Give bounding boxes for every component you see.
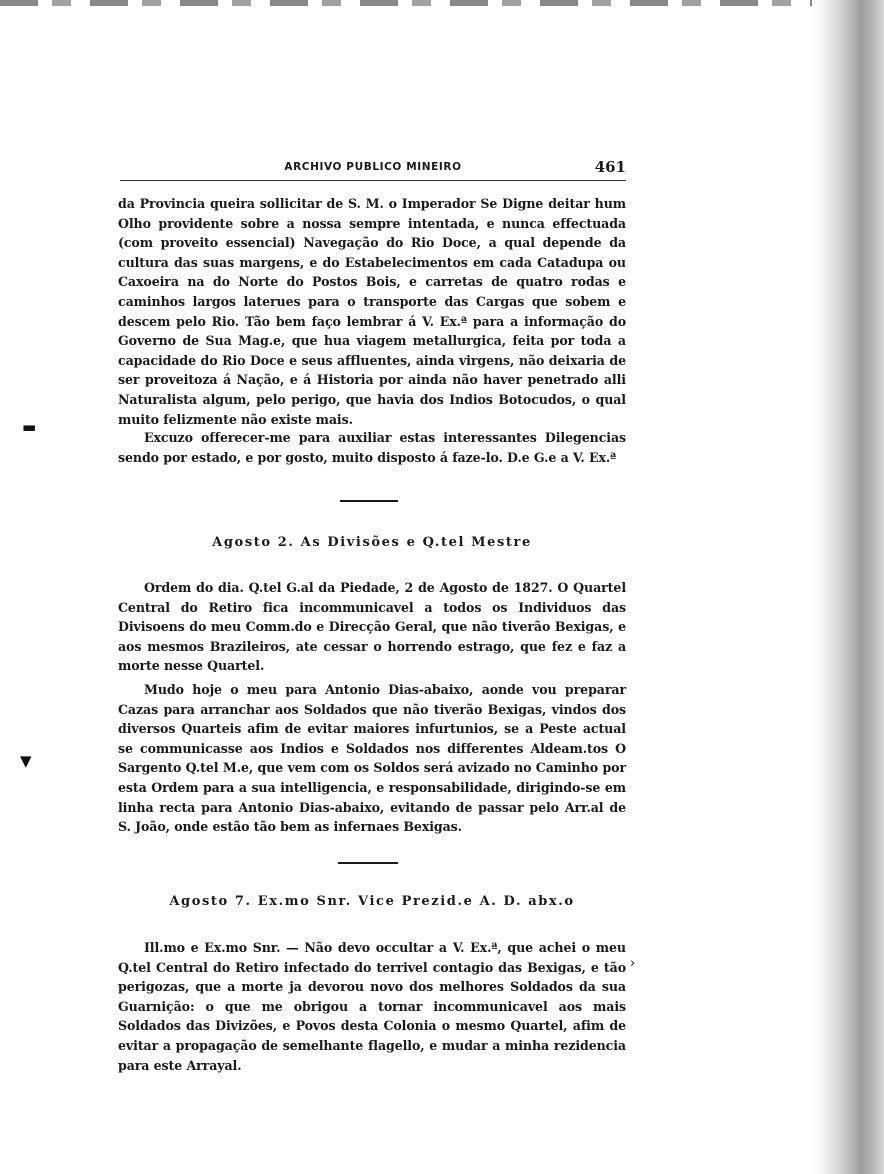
- book-spine-shadow: [812, 0, 884, 1174]
- paragraph: Excuzo offerecer-me para auxiliar estas interessantes Dilegencias sendo por estado, e por gosto, muito disposto á faze-lo. D.e G.e a V. Ex.ª: [118, 430, 626, 465]
- running-title: ARCHIVO PUBLICO MINEIRO: [284, 161, 462, 173]
- paragraph: da Provincia queira sollicitar de S. M. o Imperador Se Digne deitar hum Olho providente sobre a nossa sempre intentada, e nunca effectuada (com proveito essencial) Navegação do Rio Doce, a qual depende da cultura das suas margens, e do Estabelecimentos em cada Catadupa ou Caxoeira na do Norte do Postos Bois, e carretas de quatro rodas e caminhos largos laterues para o transporte das Cargas que sobem e descem pelo Rio. Tão bem faço lembrar á V. Ex.ª para a informação do Governo de Sua Mag.e, que hua viagem metallurgica, feita por toda a capacidade do Rio Doce e seus affluentes, ainda virgens, não deixaria de ser proveitoza á Nação, e á Historia por ainda não haver penetrado alli Naturalista algum, pelo perigo, que havia dos Indios Botocudos, o qual muito felizmente não existe mais.: [118, 196, 626, 427]
- running-header: [120, 158, 626, 181]
- paragraph: Mudo hoje o meu para Antonio Dias-abaixo, aonde vou preparar Cazas para arranchar aos Soldados que não tiverão Bexigas, vindos dos diversos Quarteis afim de evitar maiores infurtunios, se a Peste actual se communicasse aos Indios e Soldados nos differentes Aldeam.tos O Sargento Q.tel M.e, que vem com os Soldos será avizado no Caminho por esta Ordem para a sua intelligencia, e responsabilidade, dirigindo-se em linha recta para Antonio Dias-abaixo, evitando de passar pelo Arr.al de S. João, onde estão tão bem as infernaes Bexigas.: [118, 682, 626, 835]
- margin-mark: ›: [630, 956, 636, 971]
- section-divider: [340, 500, 398, 502]
- section-heading: Agosto 7. Ex.mo Snr. Vice Prezid.e A. D. abx.o: [169, 894, 575, 909]
- paragraph: Ill.mo e Ex.mo Snr. — Não devo occultar a V. Ex.ª, que achei o meu Q.tel Central do Retiro infectado do terrivel contagio das Bexigas, e tão perigozas, que a morte ja devorou novo dos melhores Soldados da sua Guarnição: o que me obrigou a tornar incommunicavel aos mais Soldados das Divizões, e Povos desta Colonia o mesmo Quartel, afim de evitar a propagação de semelhante flagello, e mudar a minha rezidencia para este Arrayal.: [118, 940, 626, 1073]
- section-divider: [338, 862, 398, 864]
- page-number: 461: [594, 158, 626, 176]
- margin-mark: ▼: [20, 752, 32, 770]
- margin-mark: ▬: [22, 418, 37, 436]
- section-heading: Agosto 2. As Divisões e Q.tel Mestre: [212, 535, 532, 550]
- paragraph: Ordem do dia. Q.tel G.al da Piedade, 2 de Agosto de 1827. O Quartel Central do Retiro fica incommunicavel a todos os Individuos das Divisoens do meu Comm.do e Direcção Geral, que não tiverão Bexigas, e aos mesmos Brazileiros, ate cessar o horrendo estrago, que fez e faz a morte nesse Quartel.: [118, 580, 626, 674]
- document-page: [112, 0, 626, 1174]
